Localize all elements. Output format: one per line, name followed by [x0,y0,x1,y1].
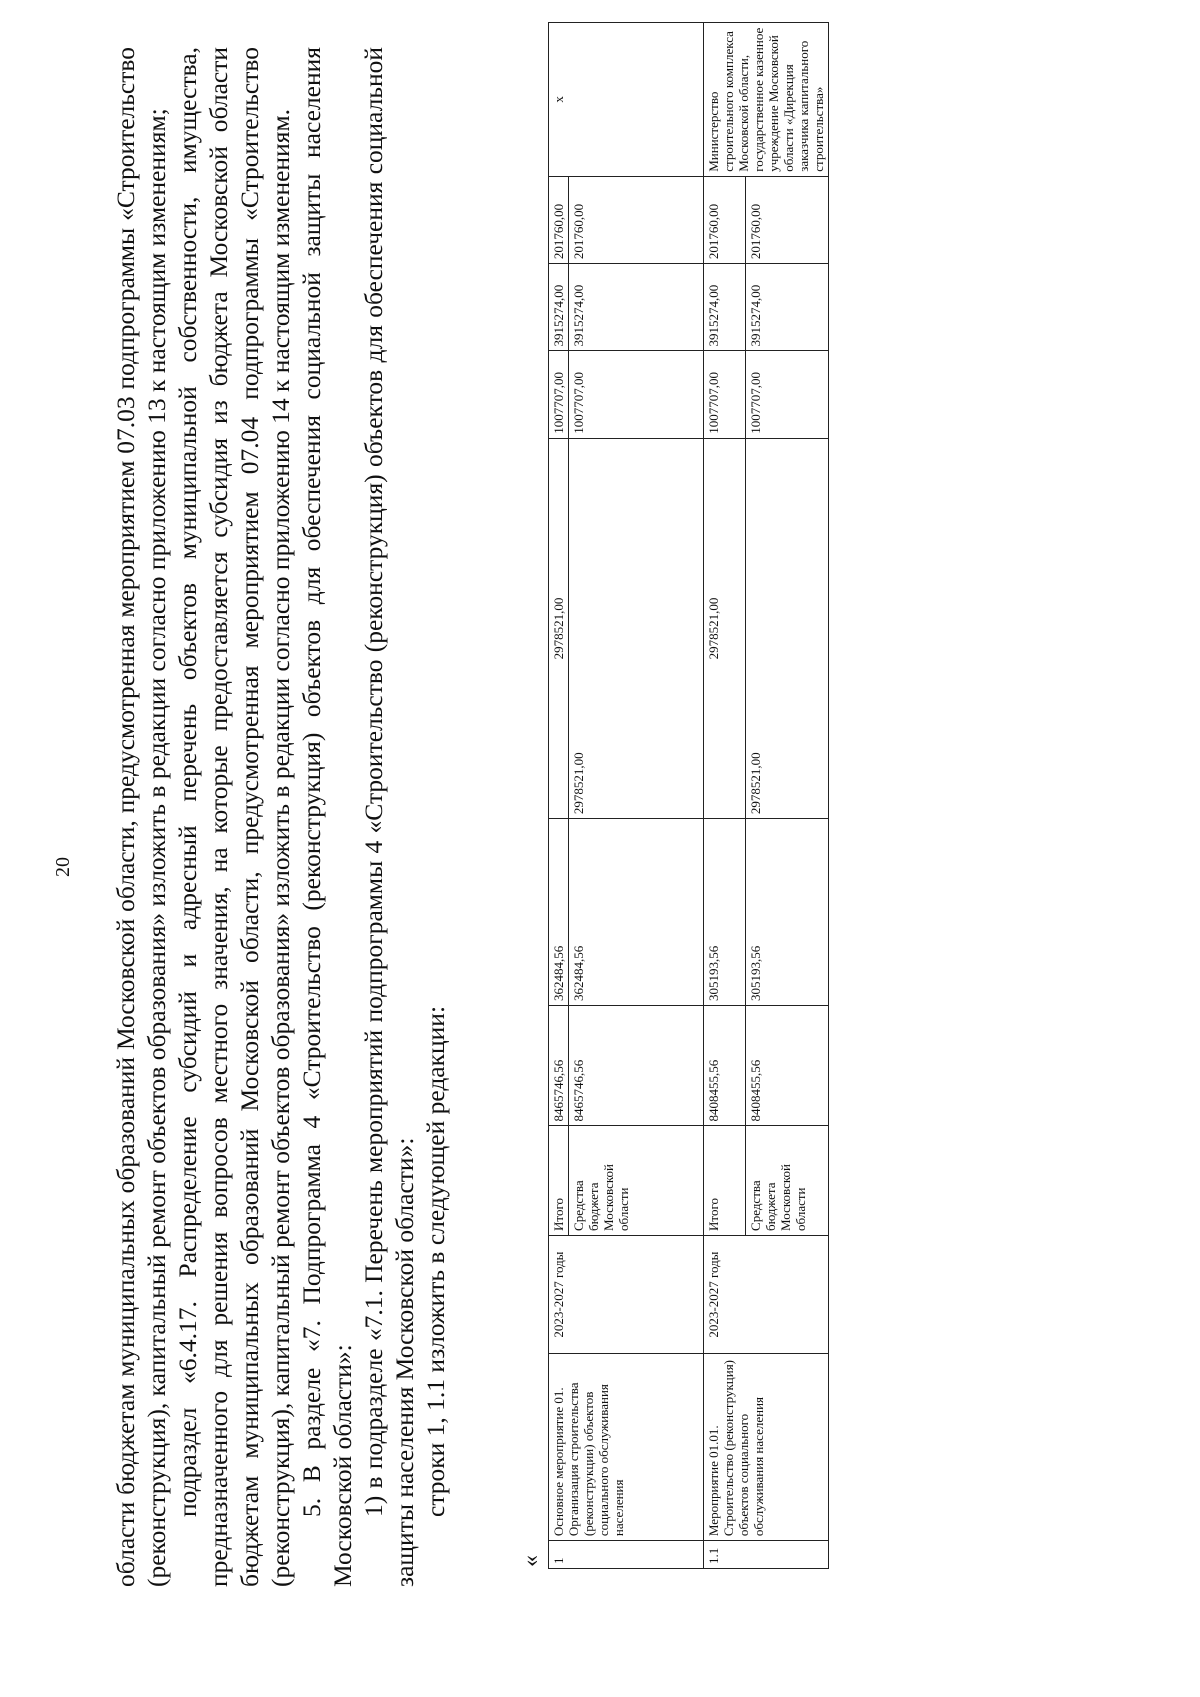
measure-name: Мероприятие 01.01. Строительство (реконструкция) объектов социального обслуживания населения [704,1354,829,1541]
value-year3: 1007707,00 [569,351,704,438]
paragraph: 1) в подразделе «7.1. Перечень мероприятий подпрограммы 4 «Строительство (реконструкция) объектов для обеспечения социальной защиты населения Московской области»: [359,47,419,1587]
value-year5: 201760,00 [569,176,704,263]
body-text [110,47,451,1587]
value-year1: 362484,56 [569,819,704,1006]
measures-table [548,22,829,1569]
value-year4: 3915274,00 [704,264,746,351]
value-year5: 201760,00 [746,176,829,263]
value-year2: 2978521,00 [746,438,829,818]
value-total: 8408455,56 [704,1005,746,1126]
value-total: 8465746,56 [569,1005,704,1126]
table-row [549,23,569,1569]
period: 2023-2027 годы [704,1235,829,1353]
responsible-party: Министерство строительного комплекса Московской области, государственное казенное учреждение Московской области «Дирекция заказчика капитального строительства» [704,23,829,177]
paragraph: подраздел «6.4.17. Распределение субсидий и адресный перечень объектов муниципальной собственности, имущества, предназначенного для решения вопросов местного значения, на которые предоставляется субсидия из бюджета Московской области бюджетам муниципальных образований Московской области, предусмотренная мероприятием 07.04 подпрограммы «Строительство (реконструкция), капитальный ремонт объектов образования» изложить в редакции согласно приложению 14 к настоящим изменениям. [173,47,295,1587]
value-year2: 2978521,00 [549,438,569,818]
value-total: 8465746,56 [549,1005,569,1126]
funding-source: Итого [549,1126,569,1235]
funding-source: Средства бюджета Московской области [569,1126,704,1235]
responsible-party: х [549,23,704,177]
value-year1: 362484,56 [549,819,569,1006]
value-year4: 3915274,00 [746,264,829,351]
paragraph: строки 1, 1.1 изложить в следующей редакции: [421,1005,450,1517]
opening-quote-mark: « [518,1555,544,1567]
value-year3: 1007707,00 [704,351,746,438]
value-year1: 305193,56 [704,819,746,1006]
funding-source: Средства бюджета Московской области [746,1126,829,1235]
value-year4: 3915274,00 [569,264,704,351]
value-year3: 1007707,00 [746,351,829,438]
funding-source: Итого [704,1126,746,1235]
value-year2: 2978521,00 [704,438,746,818]
value-year2: 2978521,00 [569,438,704,818]
page-number: 20 [52,857,74,877]
measure-name: Основное мероприятие 01. Организация строительства (реконструкции) объектов социального обслуживания населения [549,1354,704,1541]
value-year5: 201760,00 [549,176,569,263]
value-year1: 305193,56 [746,819,829,1006]
paragraph: 5. В разделе «7. Подпрограмма 4 «Строительство (реконструкция) объектов для обеспечения социальной защиты населения Московской области»: [297,47,357,1587]
row-number: 1 [549,1541,704,1569]
paragraph: области бюджетам муниципальных образований Московской области, предусмотренная мероприятием 07.03 подпрограммы «Строительство (реконструкция), капитальный ремонт объектов образования» изложить в редакции согласно приложению 13 к настоящим изменениям; [111,47,171,1587]
value-year4: 3915274,00 [549,264,569,351]
value-year5: 201760,00 [704,176,746,263]
row-number: 1.1 [704,1541,829,1569]
value-year3: 1007707,00 [549,351,569,438]
period: 2023-2027 годы [549,1235,704,1353]
table-row [704,23,746,1569]
value-total: 8408455,56 [746,1005,829,1126]
